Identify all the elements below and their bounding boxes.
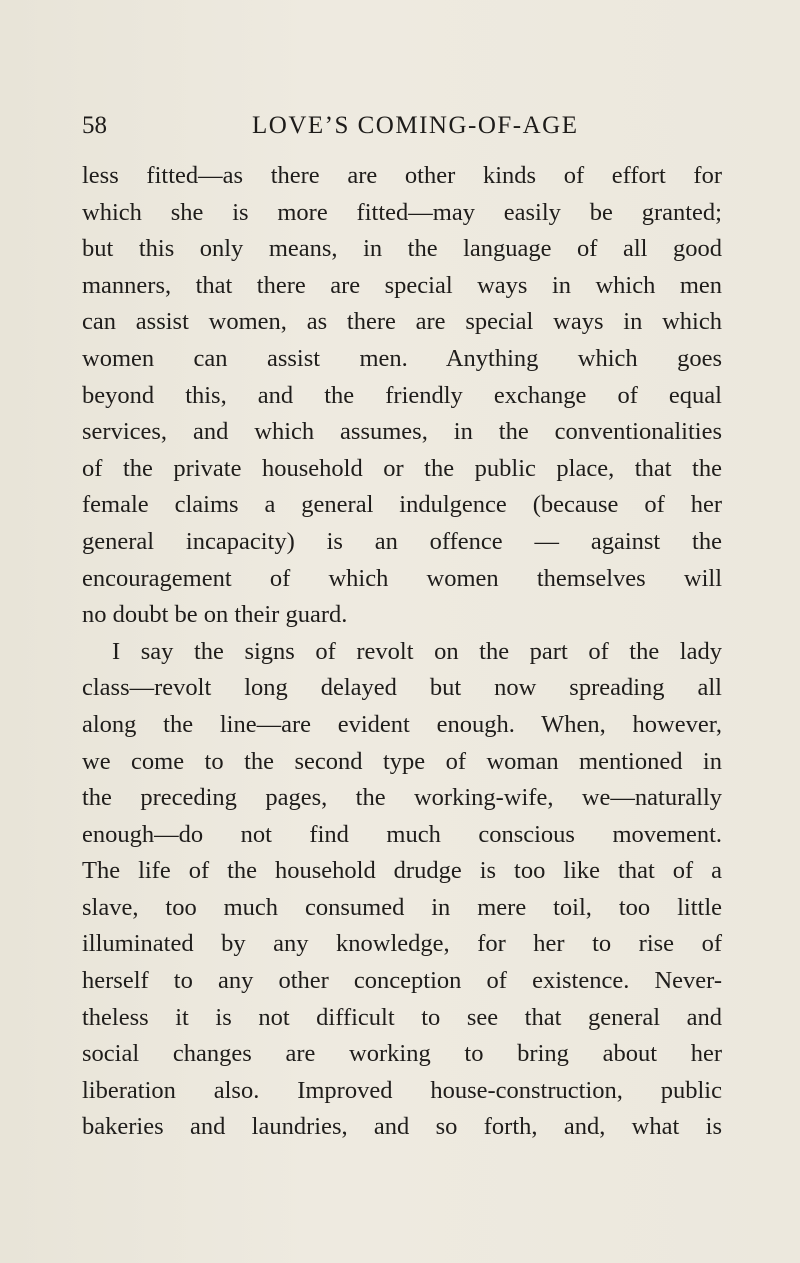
text-line: illuminated by any knowledge, for her to rise of — [82, 930, 722, 958]
text-line: general incapacity) is an offence — against the — [82, 527, 722, 555]
text-line: of the private household or the public place, that the — [82, 454, 722, 482]
text-line: along the line—are evident enough. When, however, — [82, 710, 722, 738]
text-line: social changes are working to bring about her — [82, 1040, 722, 1068]
text-line: slave, too much consumed in mere toil, too little — [82, 893, 722, 921]
text-line: theless it is not difficult to see that general and — [82, 1003, 722, 1031]
text-line: enough—do not find much conscious movement. — [82, 820, 722, 848]
text-line: beyond this, and the friendly exchange of equal — [82, 381, 722, 409]
text-line: female claims a general indulgence (because of her — [82, 491, 722, 519]
page-header — [82, 112, 722, 146]
text-line: I say the signs of revolt on the part of the lady — [112, 637, 722, 665]
text-line: herself to any other conception of existence. Never- — [82, 967, 722, 995]
text-line: less fitted—as there are other kinds of effort for — [82, 162, 722, 189]
text-line: can assist women, as there are special ways in which — [82, 308, 722, 336]
text-line: bakeries and laundries, and so forth, and, what is — [82, 1113, 722, 1141]
text-line: the preceding pages, the working-wife, we—naturally — [82, 784, 722, 812]
body-text — [82, 158, 722, 1146]
text-line: but this only means, in the language of all good — [82, 235, 722, 263]
text-line: women can assist men. Anything which goes — [82, 344, 722, 372]
page-number: 58 — [82, 112, 107, 139]
text-line: The life of the household drudge is too like that of a — [82, 857, 722, 885]
text-line: we come to the second type of woman mentioned in — [82, 747, 722, 775]
text-line: manners, that there are special ways in which men — [82, 271, 722, 299]
text-line: liberation also. Improved house-construction, public — [82, 1076, 722, 1104]
text-line: no doubt be on their guard. — [82, 601, 348, 629]
running-head: LOVE’S COMING-OF-AGE — [252, 112, 579, 139]
text-line: which she is more fitted—may easily be granted; — [82, 198, 722, 226]
text-line: encouragement of which women themselves will — [82, 564, 722, 592]
text-line: services, and which assumes, in the conventionalities — [82, 418, 722, 446]
text-line: class—revolt long delayed but now spreading all — [82, 674, 722, 702]
